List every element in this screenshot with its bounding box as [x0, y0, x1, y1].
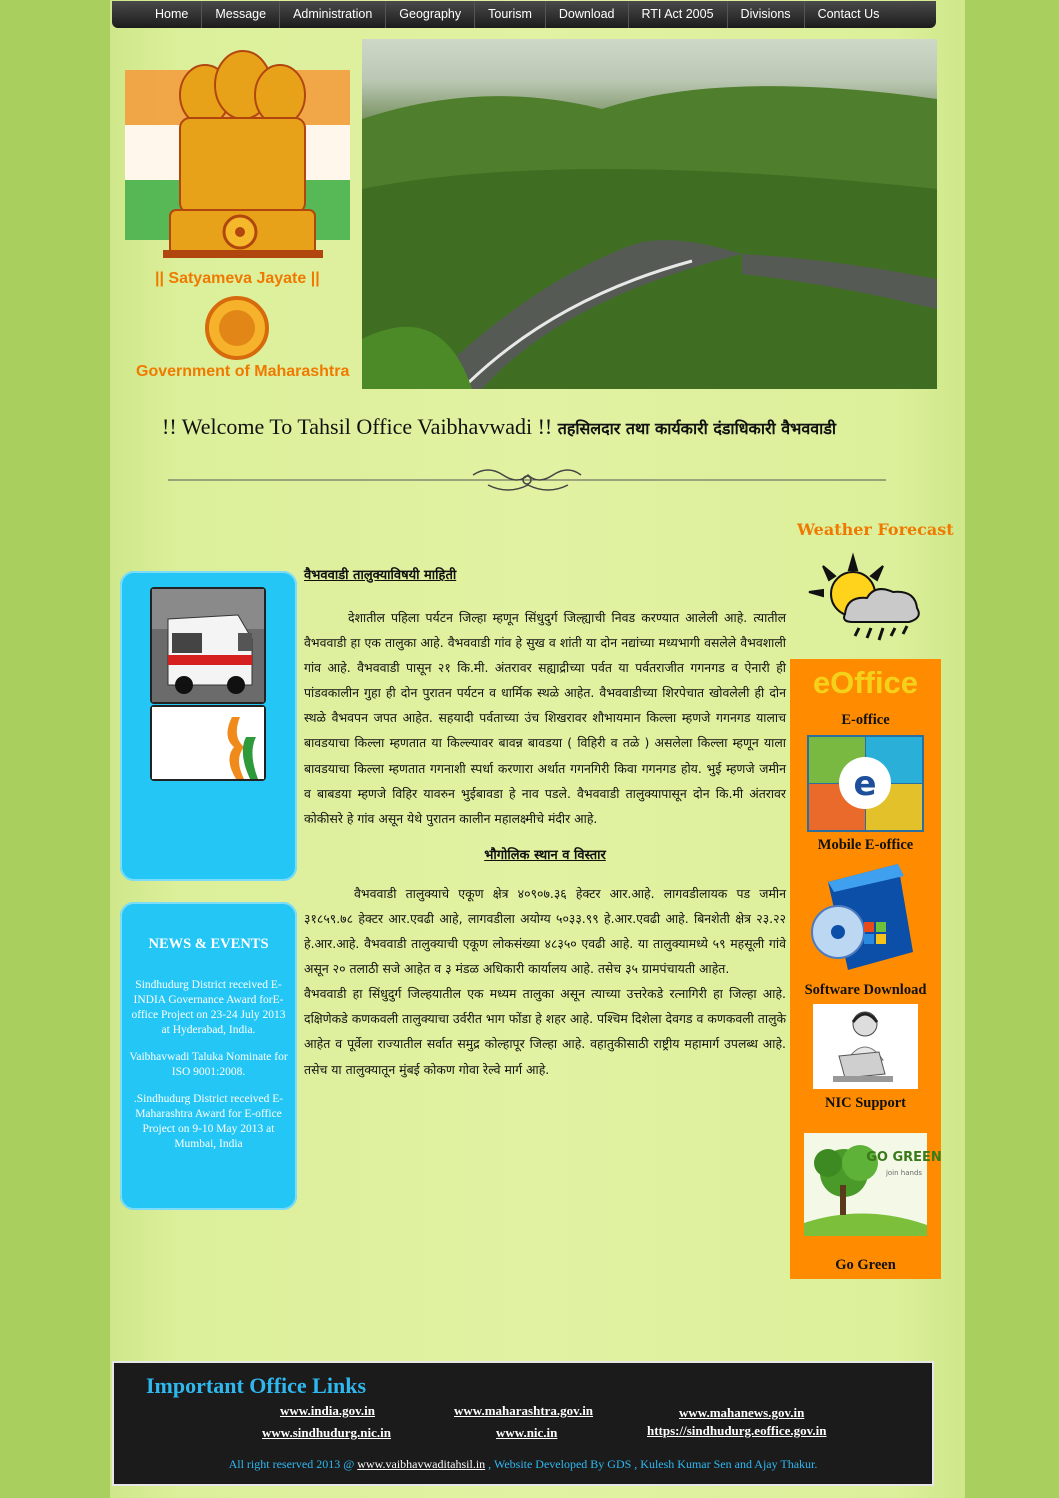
- software-download-label[interactable]: Software Download: [804, 982, 927, 998]
- hero-image: [362, 39, 937, 389]
- geography-paragraph-2: वैभववाडी हा सिंधुदुर्ग जिल्हयातील एक मध्यम तालुका असून त्याच्या उत्तरेकडे रत्नागिरी हा जिल्हा आहे. दक्षिणेकडे कणकवली तालुक्याचा उर्वरीत भाग फोंडा हे शहर आहे. पश्चिम दिशेला देवगड व कणकवली तालुके आहेत व पूर्वेला राज्यातील सर्वात समुद्र कोल्हापूर जिल्हा आहे. वहातुकीसाठी राष्ट्रीय महामार्ग उपलब्ध आहे. तसेच या तालुक्यातून मुंबई कोकण गोवा रेल्वे मार्ग आहे.: [304, 986, 786, 1077]
- ornamental-divider: [168, 463, 886, 497]
- geography-heading: भौगोलिक स्थान व विस्तार: [484, 847, 606, 863]
- nav-download[interactable]: Download: [546, 1, 629, 28]
- national-emblem-logo: [125, 40, 357, 388]
- go-green-subtext: join hands: [885, 1169, 923, 1177]
- article-heading: वैभववाडी तालुक्याविषयी माहिती: [304, 568, 457, 583]
- news-item[interactable]: .Sindhudurg District received E-Maharashtra Award for E-office Project on 9-10 May 2013 at Mumbai, India: [133, 1093, 284, 1150]
- link-sindhudurg-eoffice[interactable]: https://sindhudurg.eoffice.gov.in: [647, 1423, 827, 1438]
- welcome-english: !! Welcome To Tahsil Office Vaibhavwadi !!: [162, 414, 553, 439]
- welcome-heading: [162, 414, 942, 440]
- eoffice-logo-text: eOffice: [812, 665, 919, 700]
- nav-contact-us[interactable]: Contact Us: [817, 7, 880, 21]
- weather-forecast-title: Weather Forecast: [797, 520, 954, 539]
- news-item[interactable]: Sindhudurg District received E-INDIA Governance Award forE-office Project on 23-24 July 2013 at Hyderabad, India.: [131, 979, 286, 1036]
- motto-text: || Satyameva Jayate ||: [155, 270, 320, 287]
- news-item[interactable]: Vaibhavwadi Taluka Nominate for ISO 9001:2008.: [129, 1051, 288, 1078]
- photo-slider-panel: [120, 571, 297, 881]
- welcome-marathi: तहसिलदार तथा कार्यकारी दंडाधिकारी वैभववाडी: [557, 419, 837, 438]
- nav-tourism[interactable]: Tourism: [475, 1, 546, 28]
- eoffice-links-panel: [790, 659, 941, 1279]
- nav-geography[interactable]: Geography: [386, 1, 475, 28]
- eoffice-logo[interactable]: [790, 665, 941, 701]
- nic-support-label[interactable]: NIC Support: [825, 1095, 906, 1111]
- copyright-text: [114, 1457, 932, 1472]
- go-green-text: GO GREEN: [866, 1150, 942, 1165]
- sun-cloud-rain-icon[interactable]: [805, 556, 925, 644]
- ambulance-photo[interactable]: [150, 587, 266, 704]
- nav-administration[interactable]: Administration: [280, 1, 386, 28]
- main-nav: [112, 1, 936, 28]
- footer: [112, 1361, 934, 1486]
- flag-photo[interactable]: [150, 705, 266, 781]
- news-events-title: NEWS & EVENTS: [148, 936, 269, 952]
- link-nic-in[interactable]: www.nic.in: [496, 1425, 558, 1440]
- software-download-icon[interactable]: [808, 862, 923, 972]
- nic-support-icon[interactable]: [813, 1004, 918, 1089]
- emblem-block: [125, 40, 357, 388]
- copyright-suffix: , Website Developed By GDS , Kulesh Kumar Sen and Ajay Thakur.: [488, 1457, 818, 1471]
- news-events-panel: [120, 902, 297, 1210]
- article-paragraph: देशातील पहिला पर्यटन जिल्हा म्हणून सिंधुदुर्ग जिल्ह्याची निवड करण्यात आलेली आहे. त्यातील वैभववाडी हा एक तालुका आहे. वैभववाडी गांव हे सुख व शांती या दोन नद्यांच्या मध्यभागी वसलेले वैभवशाली गांव आहे. वैभववाडी पासून २१ कि.मी. अंतरावर सह्याद्रीच्या पर्वत या पर्वतराजीत गगनगड व ऐनारी ही पांडवकालीन गुहा ही दोन पुरातन पर्यटन व धार्मिक स्थळे आहेत. वैभववाडीच्या शिरपेचात खोवलेली ही दोन स्थळे वैभवपन जपत आहेत. सहयादी पर्वताच्या उंच शिखरावर शौभायमान किल्ला म्हणजे गगनगड यालाच बावडयाचा किल्ला म्हणतात या किल्ल्यावर बावन्न बावडया ( विहिरी व तळे ) असलेला किल्ला म्हणून याला बावडयाचा किल्ला म्हणतात गगनाशी स्पर्धा करणारा अर्थात गगनगिरी किवा गगनगड होय. भुई म्हणजे जमीन व बाबडया म्हणजे विहिर यावरुन भुईबावडा हे नाव पडले. वैभववाडी तालुक्यापासून दोन कि.मी अंतरावर कोकीसरे हे गांव असून येथे पुरातन कालीन महालक्ष्मीचे मंदीर आहे.: [304, 610, 786, 826]
- nav-rti-act[interactable]: RTI Act 2005: [629, 1, 728, 28]
- link-india-gov[interactable]: www.india.gov.in: [280, 1403, 376, 1418]
- nav-divisions[interactable]: Divisions: [728, 1, 805, 28]
- article-content: [304, 565, 786, 1082]
- go-green-icon[interactable]: [804, 1133, 942, 1236]
- government-text: Government of Maharashtra: [136, 363, 350, 380]
- geography-paragraph: वैभववाडी तालुक्याचे एकूण क्षेत्र ४०९०७.३६ हेक्टर आर.आहे. लागवडीलायक पड जमीन ३१८५९.७८ हेक्टर आर.एवढी आहे, लागवडीला अयोग्य ५०३३.९९ हे.आर.एवढी आहे. बिनशेती क्षेत्र २३.२२ हे.आर.आहे. वैभववाडी तालुक्याची एकूण लोकसंख्या ४८३५० एवढी आहे. या तालुक्यामध्ये ५९ महसूली गांवे असून २० तलाठी सजे आहेत व ३ मंडळ अधिकारी कार्यालय आहे. तसेच ३५ ग्रामपंचायती आहेत.: [304, 885, 786, 977]
- eoffice-label[interactable]: E-office: [841, 712, 890, 728]
- mobile-eoffice-icon[interactable]: [807, 735, 924, 832]
- link-maharashtra-gov[interactable]: www.maharashtra.gov.in: [454, 1403, 594, 1418]
- link-mahanews-gov[interactable]: www.mahanews.gov.in: [679, 1405, 805, 1420]
- go-green-label[interactable]: Go Green: [835, 1257, 896, 1273]
- nav-home[interactable]: Home: [142, 1, 202, 28]
- copyright-site-link[interactable]: www.vaibhavwaditahsil.in: [357, 1457, 486, 1471]
- link-sindhudurg-nic[interactable]: www.sindhudurg.nic.in: [262, 1425, 391, 1440]
- mobile-eoffice-label[interactable]: Mobile E-office: [817, 837, 914, 853]
- nav-message[interactable]: Message: [202, 1, 280, 28]
- copyright-prefix: All right reserved 2013 @: [228, 1457, 355, 1471]
- footer-title: Important Office Links: [146, 1373, 366, 1398]
- svg-text:e: e: [853, 764, 877, 804]
